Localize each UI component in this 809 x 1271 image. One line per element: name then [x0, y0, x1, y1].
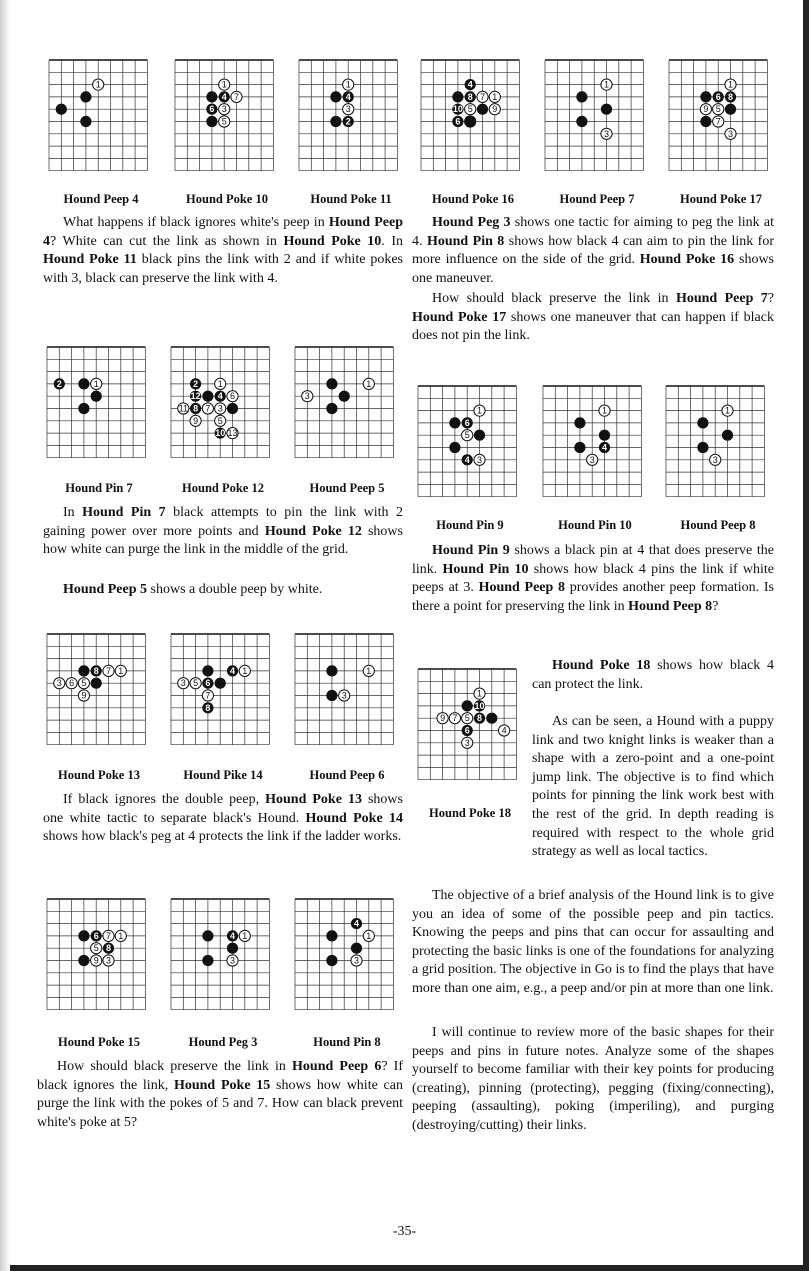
board-grid	[295, 899, 393, 1010]
stone-number: 1	[366, 378, 372, 389]
stone-number: 3	[341, 690, 347, 701]
go-diagram-hound-peg-3	[169, 895, 277, 1025]
paragraph-hound-peep-4: What happens if black ignores white's peep in Hound Peep 4? White can cut the link as shown in Hound Poke 10. In Hound Poke 11 black pins the link with 2 and if white pokes with 3, black can preserve the link with 4.	[43, 215, 404, 286]
stone-number: 1	[366, 665, 372, 676]
stone-number: 3	[589, 454, 595, 465]
stone-number: 1	[118, 665, 124, 676]
stone-number: 7	[205, 690, 211, 701]
stone-number: 4	[501, 725, 507, 736]
diagram-caption: Hound Poke 12	[182, 481, 264, 495]
stone-number: 1	[603, 79, 610, 90]
stone-number: 5	[464, 713, 470, 724]
board-grid	[299, 60, 397, 171]
stone-number: 1	[242, 665, 248, 676]
stone-number: 3	[304, 391, 310, 402]
stone-number: 8	[727, 91, 734, 102]
black-stone	[202, 930, 213, 941]
black-stone	[449, 442, 460, 453]
stone-number: 5	[217, 415, 223, 426]
black-stone	[462, 700, 473, 711]
stone-number: 5	[464, 430, 470, 441]
paragraph-conclusion: I will continue to review more of the basic shapes for their peeps and pins in future notes. Analyze some of the shapes yourself to become familiar with their key points for producing (creating), pinning (protecting), pegging (fixing/connecting), peeping (assaulting), poking (imperiling), and purging (destroying/cutting) their links.	[412, 1025, 774, 1133]
go-diagram-hound-pin-7	[45, 343, 153, 473]
stone-number: 1	[95, 79, 101, 90]
diagram-caption: Hound Pin 9	[436, 518, 504, 532]
go-diagram-hound-poke-12	[169, 343, 277, 473]
stone-number: 5	[93, 943, 99, 954]
stone-number: 5	[467, 104, 473, 115]
diagram-caption: Hound Peep 8	[680, 518, 756, 532]
stone-number: 6	[455, 116, 461, 127]
stone-number: 3	[712, 454, 718, 465]
stone-number: 6	[229, 391, 236, 402]
board-grid	[545, 60, 643, 171]
diagram-caption: Hound Peg 3	[188, 1035, 258, 1049]
black-stone	[91, 678, 102, 689]
paragraph-hound-poke-13: If black ignores the double peep, Hound Poke 13 shows one white tactic to separate black's Hound. Hound Poke 14 shows how black's peg at 4 protects the link if the ladder works.	[43, 792, 403, 845]
board-grid	[418, 386, 516, 497]
stone-number: 4	[353, 918, 360, 929]
black-stone	[206, 91, 217, 102]
go-diagram-hound-poke-16	[419, 56, 527, 186]
black-stone	[56, 104, 67, 115]
black-stone	[78, 665, 89, 676]
stone-number: 8	[467, 91, 473, 102]
stone-number: 4	[464, 454, 470, 465]
stone-number: 7	[452, 713, 458, 724]
board-grid	[669, 60, 767, 171]
black-stone	[78, 930, 89, 941]
stone-number: 3	[464, 737, 470, 748]
black-stone	[326, 690, 337, 701]
black-stone	[601, 104, 612, 115]
black-stone	[326, 665, 337, 676]
stone-number: 10	[452, 104, 463, 115]
stone-number: 7	[715, 116, 721, 127]
stone-number: 12	[190, 391, 201, 402]
board-grid	[49, 60, 147, 171]
black-stone	[326, 378, 337, 389]
go-diagram-hound-pin-9	[416, 382, 524, 512]
stone-number: 3	[105, 955, 112, 966]
stone-number: 5	[221, 116, 227, 127]
stone-number: 7	[233, 91, 240, 102]
black-stone	[576, 116, 587, 127]
diagram-caption: Hound Poke 13	[58, 768, 140, 782]
stone-number: 1	[242, 930, 248, 941]
black-stone	[449, 417, 460, 428]
paragraph-hound-poke-18: Hound Poke 18 shows how black 4 can protect the link.	[532, 658, 774, 692]
stone-number: 3	[217, 403, 223, 414]
go-diagram-hound-poke-13	[45, 630, 153, 760]
stone-number: 8	[93, 665, 99, 676]
go-diagram-hound-poke-18	[416, 665, 524, 795]
go-diagram-hound-peep-8	[664, 382, 772, 512]
black-stone	[326, 403, 337, 414]
diagram-caption: Hound Peep 4	[63, 192, 139, 206]
stone-number: 13	[227, 428, 238, 439]
stone-number: 3	[229, 955, 236, 966]
diagram-caption: Hound Pin 7	[65, 481, 133, 495]
black-stone	[474, 430, 485, 441]
stone-number: 1	[217, 378, 223, 389]
paragraph-hound-peep-7: How should black preserve the link in Hound Peep 7? Hound Poke 17 shows one maneuver that can happen if black does not pin the link.	[412, 291, 775, 344]
black-stone	[202, 391, 213, 402]
board-grid	[47, 347, 145, 458]
black-stone	[700, 116, 711, 127]
stone-number: 4	[345, 91, 351, 102]
stone-number: 1	[221, 79, 227, 90]
stone-number: 1	[345, 79, 351, 90]
black-stone	[215, 678, 226, 689]
stone-number: 3	[727, 128, 734, 139]
stone-number: 6	[205, 678, 211, 689]
stone-number: 6	[715, 91, 721, 102]
paragraph-hound-peep-6: How should black preserve the link in Hound Peep 6? If black ignores the link, Hound Poke 15 shows how white can purge the link with the pokes of 5 and 7. How can black prevent white's poke at 5?	[37, 1059, 404, 1130]
stone-number: 6	[93, 930, 99, 941]
diagram-caption: Hound Poke 11	[310, 192, 392, 206]
black-stone	[202, 955, 213, 966]
stone-number: 7	[205, 403, 211, 414]
stone-number: 5	[81, 678, 87, 689]
go-diagram-hound-pike-14	[169, 630, 277, 760]
stone-number: 1	[601, 405, 608, 416]
stone-number: 7	[479, 91, 486, 102]
go-diagram-hound-peep-4	[47, 56, 155, 186]
black-stone	[700, 91, 711, 102]
black-stone	[330, 91, 341, 102]
diagram-caption: Hound Poke 17	[680, 192, 762, 206]
black-stone	[574, 417, 585, 428]
board-grid	[421, 60, 519, 171]
stone-number: 6	[464, 417, 470, 428]
board-grid	[47, 634, 145, 745]
board-grid	[47, 899, 145, 1010]
black-stone	[465, 116, 476, 127]
stone-number: 4	[229, 665, 236, 676]
stone-number: 8	[476, 713, 483, 724]
stone-number: 4	[217, 391, 223, 402]
black-stone	[574, 442, 585, 453]
board-grid	[295, 347, 393, 458]
stone-number: 9	[440, 713, 446, 724]
stone-number: 5	[193, 678, 199, 689]
stone-number: 3	[345, 104, 351, 115]
stone-number: 1	[93, 378, 99, 389]
diagram-caption: Hound Pike 14	[183, 768, 263, 782]
paragraph-hound-peep-5: Hound Peep 5 shows a double peep by white.	[63, 582, 323, 597]
stone-number: 2	[56, 378, 62, 389]
stone-number: 1	[366, 930, 372, 941]
stone-number: 4	[601, 442, 608, 453]
stone-number: 11	[178, 403, 188, 414]
go-diagram-hound-peep-7	[543, 56, 651, 186]
board-grid	[666, 386, 764, 497]
diagram-caption: Hound Poke 18	[429, 806, 511, 820]
black-stone	[697, 417, 708, 428]
board-grid	[295, 634, 393, 745]
diagram-caption: Hound Peep 5	[309, 481, 385, 495]
stone-number: 9	[81, 690, 87, 701]
black-stone	[725, 104, 736, 115]
go-diagram-hound-poke-15	[45, 895, 153, 1025]
black-stone	[227, 943, 238, 954]
go-diagram-hound-pin-8	[293, 895, 401, 1025]
diagram-caption: Hound Peep 7	[559, 192, 635, 206]
stone-number: 1	[727, 79, 734, 90]
black-stone	[722, 430, 733, 441]
black-stone	[486, 713, 497, 724]
black-stone	[576, 91, 587, 102]
black-stone	[326, 930, 337, 941]
stone-number: 7	[105, 665, 112, 676]
black-stone	[452, 91, 463, 102]
stone-number: 9	[93, 955, 99, 966]
black-stone	[330, 116, 341, 127]
stone-number: 6	[69, 678, 75, 689]
stone-number: 4	[229, 930, 236, 941]
black-stone	[477, 104, 488, 115]
diagram-caption: Hound Pin 8	[313, 1035, 381, 1049]
stone-number: 8	[193, 403, 199, 414]
black-stone	[697, 442, 708, 453]
stone-number: 3	[476, 454, 483, 465]
stone-number: 9	[492, 104, 498, 115]
stone-number: 1	[476, 405, 483, 416]
black-stone	[78, 955, 89, 966]
board-grid	[175, 60, 273, 171]
stone-number: 8	[205, 702, 211, 713]
stone-number: 3	[353, 955, 360, 966]
stone-number: 8	[105, 943, 112, 954]
black-stone	[206, 116, 217, 127]
page-number: -35-	[392, 1224, 417, 1239]
board-grid	[171, 634, 269, 745]
stone-number: 6	[209, 104, 215, 115]
paragraph-hound-peg-3: Hound Peg 3 shows one tactic for aiming to peg the link at 4. Hound Pin 8 shows how black 4 can aim to pin the link for more influence on the side of the grid. Hound Poke 16 shows one maneuver.	[412, 215, 775, 286]
diagram-caption: Hound Poke 15	[58, 1035, 140, 1049]
black-stone	[80, 91, 91, 102]
black-stone	[80, 116, 91, 127]
black-stone	[599, 430, 610, 441]
go-diagram-hound-pin-10	[541, 382, 649, 512]
stone-number: 3	[56, 678, 62, 689]
diagram-caption: Hound Pin 10	[558, 518, 632, 532]
stone-number: 2	[345, 116, 351, 127]
paragraph-objective: The objective of a brief analysis of the Hound link is to give you an idea of some of the possible peep and pin tactics. Knowing the peeps and pins that can occur for assaulting and protecting the basic links is one of the foundations for analyzing a grid position. The objective in Go is to find the plays that have more than one aim, e.g., a peep and/or pin at more than one link.	[412, 888, 774, 996]
black-stone	[351, 943, 362, 954]
go-diagram-hound-peep-5	[293, 343, 401, 473]
black-stone	[78, 403, 89, 414]
diagram-caption: Hound Peep 6	[309, 768, 385, 782]
stone-number: 1	[492, 91, 498, 102]
black-stone	[91, 391, 102, 402]
paragraph-hound-pin-7: In Hound Pin 7 black attempts to pin the link with 2 gaining power over more points and Hound Poke 12 shows how white can purge the link in the middle of the grid.	[43, 505, 403, 558]
stone-number: 7	[105, 930, 112, 941]
stone-number: 1	[724, 405, 731, 416]
stone-number: 5	[715, 104, 721, 115]
go-diagram-hound-poke-11	[297, 56, 405, 186]
paragraph-hound-pin-9: Hound Pin 9 shows a black pin at 4 that does preserve the link. Hound Pin 10 shows how black 4 pins the link if white peeps at 3. Hound Peep 8 provides another peep formation. Is there a point for preserving the link in Hound Peep 8?	[412, 543, 775, 614]
go-diagram-hound-peep-6	[293, 630, 401, 760]
stone-number: 10	[474, 700, 485, 711]
stone-number: 10	[215, 428, 226, 439]
binding-shadow	[0, 0, 10, 1271]
diagram-caption: Hound Poke 16	[432, 192, 514, 206]
black-stone	[227, 403, 238, 414]
stone-number: 9	[193, 415, 199, 426]
stone-number: 2	[193, 378, 199, 389]
board-grid	[171, 347, 269, 458]
stone-number: 3	[603, 128, 610, 139]
black-stone	[202, 665, 213, 676]
stone-number: 1	[118, 930, 124, 941]
black-stone	[78, 378, 89, 389]
board-grid	[418, 669, 516, 780]
stone-number: 3	[180, 678, 186, 689]
stone-number: 3	[221, 104, 227, 115]
go-diagram-hound-poke-17	[667, 56, 775, 186]
go-diagram-hound-poke-10	[173, 56, 281, 186]
board-grid	[171, 899, 269, 1010]
paragraph-analysis-wrap: As can be seen, a Hound with a puppy link and two knight links is weaker than a shape with a zero-point and a one-point jump link. The objective is to find which points for pinning the link work best with the rest of the grid. In depth reading is required with respect to the whole grid strategy as well as local tactics.	[532, 714, 774, 860]
stone-number: 9	[703, 104, 709, 115]
black-stone	[339, 391, 350, 402]
stone-number: 6	[464, 725, 470, 736]
stone-number: 1	[476, 688, 483, 699]
stone-number: 4	[467, 79, 473, 90]
board-grid	[543, 386, 641, 497]
diagram-caption: Hound Poke 10	[186, 192, 268, 206]
stone-number: 4	[221, 91, 227, 102]
black-stone	[326, 955, 337, 966]
